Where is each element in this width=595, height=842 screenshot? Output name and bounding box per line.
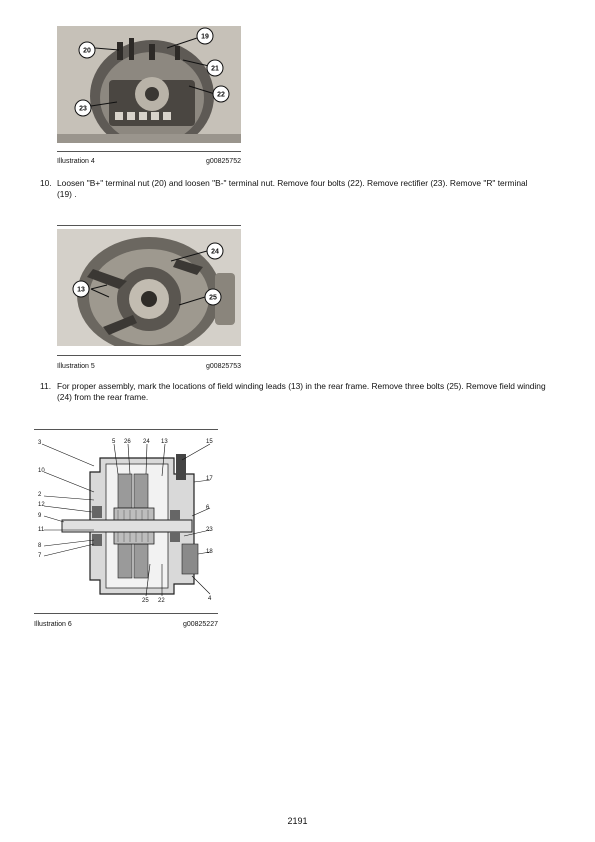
step-number: 10. (40, 178, 52, 188)
callout-19: 19 (201, 33, 209, 41)
callout-25: 25 (142, 598, 149, 604)
callout-13: 13 (77, 286, 85, 294)
callout-21: 21 (211, 65, 219, 73)
illustration-6-rule (34, 613, 218, 614)
alternator-cutaway-diagram (34, 434, 218, 606)
callout-26: 26 (124, 439, 131, 445)
callout-5: 5 (112, 439, 116, 445)
callout-23: 23 (79, 105, 87, 113)
step-text: For proper assembly, mark the locations of field winding leads (13) in the rear frame. Remove three bolts (25). Remove field winding (24) from the rear frame. (57, 381, 546, 402)
illustration-5-caption: Illustration 5 (57, 363, 95, 370)
callout-4: 4 (208, 596, 212, 602)
callout-13: 13 (161, 439, 168, 445)
callout-20: 20 (83, 47, 91, 55)
callout-23: 23 (206, 527, 213, 533)
callout-6: 6 (206, 505, 210, 511)
illustration-4-caption: Illustration 4 (57, 158, 95, 165)
callout-3: 3 (38, 440, 42, 446)
field-winding-photo (57, 229, 241, 346)
illustration-4-code: g00825752 (205, 158, 241, 165)
callout-9: 9 (38, 513, 42, 519)
callout-24: 24 (143, 439, 150, 445)
callout-25: 25 (209, 294, 217, 302)
step-11 (40, 381, 560, 403)
illustration-6-caption: Illustration 6 (34, 621, 72, 628)
illustration-6-diagram (34, 434, 218, 606)
callout-12: 12 (38, 502, 45, 508)
step-number: 11. (40, 381, 52, 391)
callout-22: 22 (217, 91, 225, 99)
illustration-4-rule (57, 151, 241, 152)
callout-22: 22 (158, 598, 165, 604)
illustration-4-photo (57, 26, 241, 143)
illustration-5-photo (57, 229, 241, 346)
alternator-rectifier-photo (57, 26, 241, 143)
illustration-5-top-rule (57, 225, 241, 226)
step-10 (40, 178, 540, 200)
page-number: 2191 (287, 816, 308, 826)
callout-2: 2 (38, 492, 42, 498)
callout-15: 15 (206, 439, 213, 445)
step-text: Loosen "B+" terminal nut (20) and loosen "B-" terminal nut. Remove four bolts (22). Remove rectifier (23). Remove "R" terminal (19) . (57, 178, 528, 199)
callout-11: 11 (38, 527, 45, 533)
callout-10: 10 (38, 468, 45, 474)
illustration-6-top-rule (34, 429, 218, 430)
callout-18: 18 (206, 549, 213, 555)
callout-17: 17 (206, 476, 213, 482)
callout-8: 8 (38, 543, 42, 549)
illustration-5-rule (57, 355, 241, 356)
illustration-6-code: g00825227 (182, 621, 218, 628)
illustration-5-code: g00825753 (205, 363, 241, 370)
callout-24: 24 (211, 248, 219, 256)
callout-7: 7 (38, 553, 42, 559)
